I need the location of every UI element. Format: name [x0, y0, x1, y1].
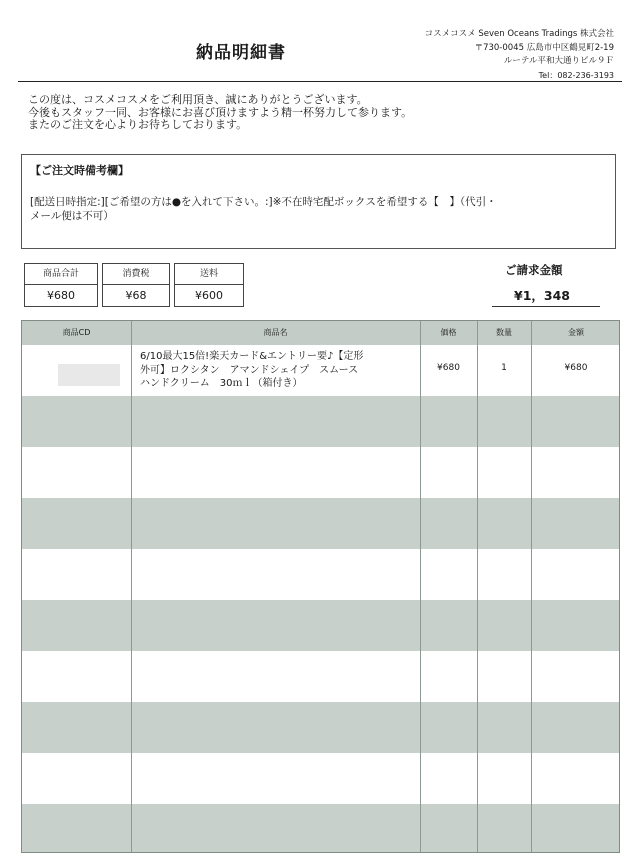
tax-box	[102, 263, 170, 307]
product-qty: 1	[501, 363, 507, 373]
greeting-line: またのご注文を心よりお待ちしております。	[28, 118, 248, 131]
column-header-amount: 金額	[568, 328, 584, 337]
subtotal-box	[24, 263, 98, 307]
subtotal-label: 商品合計	[25, 264, 97, 285]
product-name-line: 外可】ロクシタン アマンドシェイプ スムース	[140, 364, 359, 376]
table-row-band	[22, 396, 619, 447]
column-divider	[420, 321, 421, 852]
product-name-line: 6/10最大15倍!楽天カード&エントリー要♪【定形	[140, 351, 364, 362]
shipping-label: 送料	[175, 264, 243, 285]
tax-label: 消費税	[103, 264, 169, 285]
tax-value: ¥68	[125, 289, 147, 302]
greeting-line: 今後もスタッフ一同、お客様にお喜び頂けますよう精一杯努力して参ります。	[28, 105, 413, 119]
column-divider	[131, 321, 132, 852]
order-notes-line: [配送日時指定:][ご希望の方は●を入れて下さい。:]※不在時宅配ボックスを希望する【 】（代引・	[30, 196, 497, 208]
order-notes-line: メール便は不可）	[30, 210, 114, 222]
company-info	[425, 28, 614, 82]
redacted-product-code	[58, 364, 120, 386]
subtotal-value: ¥680	[47, 289, 75, 302]
column-divider	[531, 321, 532, 852]
table-row-band	[22, 804, 619, 853]
shipping-value: ¥600	[195, 289, 223, 302]
product-name-line: ハンドクリーム 30ｍｌ（箱付き）	[140, 378, 303, 389]
billing-amount-label: ご請求金額	[505, 263, 563, 277]
table-row-band	[22, 702, 619, 753]
document-title: 納品明細書	[196, 43, 286, 63]
company-building: ルーテル平和大通りビル９Ｆ	[503, 56, 614, 66]
billing-amount-value: ¥1，348	[514, 288, 570, 303]
company-tel: Tel：082-236-3193	[538, 70, 614, 80]
order-notes-heading: 【ご注文時備考欄】	[30, 164, 129, 177]
order-notes-box	[21, 154, 616, 249]
table-row-band	[22, 600, 619, 651]
company-name: コスメコスメ Seven Oceans Tradings 株式会社	[424, 29, 614, 39]
billing-underline	[492, 306, 600, 307]
header-divider	[18, 81, 622, 82]
column-header-code: 商品CD	[62, 328, 91, 337]
greeting-line: この度は、コスメコスメをご利用頂き、誠にありがとうございます。	[28, 93, 368, 106]
column-header-qty: 数量	[496, 328, 512, 337]
company-postal-address: 〒730-0045 広島市中区鶴見町2-19	[474, 42, 614, 53]
product-price: ¥680	[437, 363, 460, 373]
product-name	[140, 350, 416, 391]
product-amount: ¥680	[564, 363, 588, 373]
items-table	[21, 320, 620, 853]
greeting-message	[28, 94, 412, 132]
column-header-price: 価格	[440, 328, 457, 337]
column-header-name: 商品名	[263, 328, 288, 337]
table-row-band	[22, 498, 619, 549]
column-divider	[477, 321, 478, 852]
shipping-box	[174, 263, 244, 307]
order-notes-text	[30, 195, 608, 223]
